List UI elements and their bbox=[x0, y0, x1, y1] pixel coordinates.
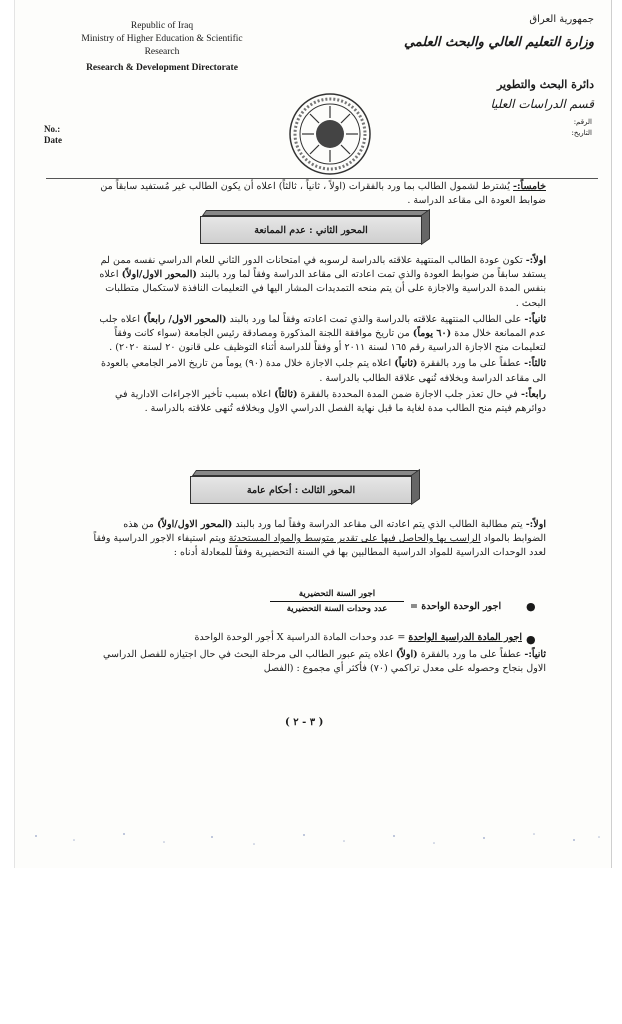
scan-artifacts bbox=[14, 822, 610, 852]
clause-text: اعلاه يتم عبور الطالب الى مرحلة البحث في حال اجتيازه للفصل الدراسي الاول بنجاح وحصوله على معدل تراكمي (٧٠) فأكثر أي مجموع : (الفصل bbox=[102, 649, 546, 675]
box-side bbox=[421, 209, 430, 245]
axis-two-body bbox=[90, 254, 546, 418]
box-side bbox=[411, 469, 420, 505]
clause-text: يُشترط لشمول الطالب بما ورد بالفقرات (اولاً ، ثانياً ، ثالثاً) اعلاه أن يكون الطالب غير مُستفيد سابقاً من ضوابط العودة الى مقاعد الدراسة . bbox=[100, 181, 546, 207]
axis-three-clause-1 bbox=[90, 518, 546, 561]
axis-two-clause-4 bbox=[90, 388, 546, 416]
date-label-ar: التاريخ: bbox=[571, 129, 592, 137]
axis-two-clause-1 bbox=[90, 254, 546, 311]
clause-text: اعلاه يتم جلب الاجازة خلال مدة (٩٠) يوماً من تاريخ الامر الجامعي بالعودة الى مقاعد الدراسة وبخلافه تُنهى علاقة الطالب بالدراسة . bbox=[101, 358, 546, 384]
clause-ref: (ثالثاً) bbox=[274, 388, 298, 400]
clause-text: اعلاه جلب عدم الممانعة خلال مدة bbox=[99, 313, 546, 340]
ref-label-ar: الرقم: bbox=[573, 118, 592, 126]
clause-text: في حال تعذر جلب الاجازة ضمن المدة المحددة بالفقرة bbox=[297, 388, 521, 400]
reference-fields-ar bbox=[374, 117, 594, 139]
clause-ref: (ثانياً) bbox=[394, 358, 418, 370]
header-divider bbox=[46, 178, 598, 179]
clause-lead: ثانياً:- bbox=[524, 313, 546, 325]
axis-two-title: المحور الثاني : عدم الممانعة bbox=[200, 216, 422, 244]
bullet-icon: ● bbox=[526, 600, 536, 613]
clause-lead: اولاً:- bbox=[525, 255, 546, 266]
ministry-name: Ministry of Higher Education & Scientific bbox=[81, 34, 243, 44]
clause-fifth bbox=[90, 180, 546, 210]
axis-two-clause-2 bbox=[90, 313, 546, 356]
department-name-ar: قسم الدراسات العليا bbox=[490, 97, 594, 111]
formula-denominator: عدد وحدات السنة التحضيرية bbox=[286, 604, 388, 614]
formula-two bbox=[195, 632, 522, 643]
axis-three-title: المحور الثالث : أحكام عامة bbox=[190, 476, 412, 504]
clause-lead: خامساً:- bbox=[513, 181, 546, 192]
clause-ref: (المحور الاول/اولاً) bbox=[121, 269, 197, 281]
formula-one-fraction bbox=[270, 589, 404, 614]
clause-text: من تاريخ موافقة اللجنة المذكورة ومصادقة رئيس الجامعة (سواء كانت وفقاً لتعليمات منح الاجازة الدراسية رقم ١٦٥ لسنة ٢٠١١ أو وفقاً للدراسة أثناء التوظيف على قانون ٢٠ لسنة ٢٠٢٠) . bbox=[109, 328, 546, 354]
clause-text: عطفاً على ما ورد بالفقرة bbox=[417, 649, 525, 660]
formula-two-label: اجور المادة الدراسية الواحدة bbox=[408, 632, 522, 643]
clause-text: على الطالب المنتهية علاقته بالدراسة والذي تمت اعادته وفقاً لما ورد بالبند bbox=[226, 313, 525, 325]
ministry-name-ar: وزارة التعليم العالي والبحث العلمي bbox=[403, 35, 594, 50]
clause-text: اعلاه بنفس المدة الدراسية والاجازة على أن يتم منحه التمديدات المشار اليها في التعليمات النافذة لاستكمال متطلبات البحث . bbox=[99, 269, 546, 309]
formula-numerator: اجور السنة التحضيرية bbox=[270, 589, 404, 602]
ministry-name-cont: Research bbox=[144, 47, 180, 57]
clause-ref: (المحور الاول/ رابعاً) bbox=[143, 313, 227, 325]
clause-lead: اولاً:- bbox=[525, 519, 546, 530]
country-name-ar: جمهورية العراق bbox=[529, 14, 594, 25]
axis-three-body bbox=[90, 518, 546, 563]
clause-lead: ثالثاً:- bbox=[524, 358, 546, 370]
bullet-icon: ● bbox=[526, 633, 536, 646]
clause-ref: (٦٠ يوماً) bbox=[412, 328, 452, 340]
clause-text: ويتم استيفاء الاجور الدراسية وفقاً لعدد الوحدات الدراسية للمواد الدراسية المطالبين بها في السنة التحضيرية وفقاً للمعادلة أدناه : bbox=[93, 533, 546, 559]
arabic-letterhead bbox=[374, 8, 594, 139]
clause-text: يتم مطالبة الطالب الذي يتم اعادته الى مقاعد الدراسة وفقاً لما ورد بالبند bbox=[232, 519, 526, 530]
clause-lead: رابعاً:- bbox=[520, 388, 546, 400]
axis-two-heading bbox=[200, 210, 432, 246]
reference-fields-en bbox=[44, 124, 62, 146]
english-letterhead bbox=[62, 20, 262, 75]
ministry-seal-icon bbox=[288, 92, 372, 176]
directorate-name: Research & Development Directorate bbox=[86, 63, 238, 73]
clause-ref: (اولاً) bbox=[395, 649, 418, 660]
clause-text: اعلاه بسبب تأخير الاجراءات الادارية في دوائرهم فيتم منح الطالب مدة لغاية ما قبل نهاية الفصل الدراسي الاول وبخلافه تُنهى علاقته بالدراسة . bbox=[115, 388, 546, 415]
country-name: Republic of Iraq bbox=[130, 21, 194, 31]
clause-lead: ثانياً:- bbox=[524, 649, 546, 660]
clause-text: تكون عودة الطالب المنتهية علاقته بالدراسة لرسوبه في امتحانات الدور الثاني للعام الدراسي نفسه ممن لم يستفد سابقاً من ضوابط العودة والذي تمت اعادته الى مقاعد الدراسة وفقاً لما ورد بالبند bbox=[100, 255, 546, 281]
clause-text: من هذه الضوابط بالمواد bbox=[123, 519, 546, 545]
clause-ref: (المحور الاول/اولاً) bbox=[156, 519, 233, 530]
formula-one-label: اجور الوحدة الواحدة = bbox=[410, 601, 502, 612]
no-label: No.: bbox=[44, 124, 61, 134]
clause-text: عطفاً على ما ورد بالفقرة bbox=[417, 358, 525, 370]
axis-three-clause-2 bbox=[90, 648, 546, 678]
page-number: ( ٣ - ٢ ) bbox=[285, 717, 324, 728]
axis-three-heading bbox=[190, 470, 422, 506]
clause-underlined: الراسب بها والحاصل فيها على تقدير متوسط والمواد المستحدثة bbox=[228, 533, 481, 545]
date-label: Date bbox=[44, 135, 62, 145]
formula-two-text: = عدد وحدات المادة الدراسية X أجور الوحدة الواحدة bbox=[194, 632, 409, 643]
directorate-name-ar: دائرة البحث والتطوير bbox=[496, 78, 594, 91]
axis-two-clause-3 bbox=[90, 357, 546, 385]
